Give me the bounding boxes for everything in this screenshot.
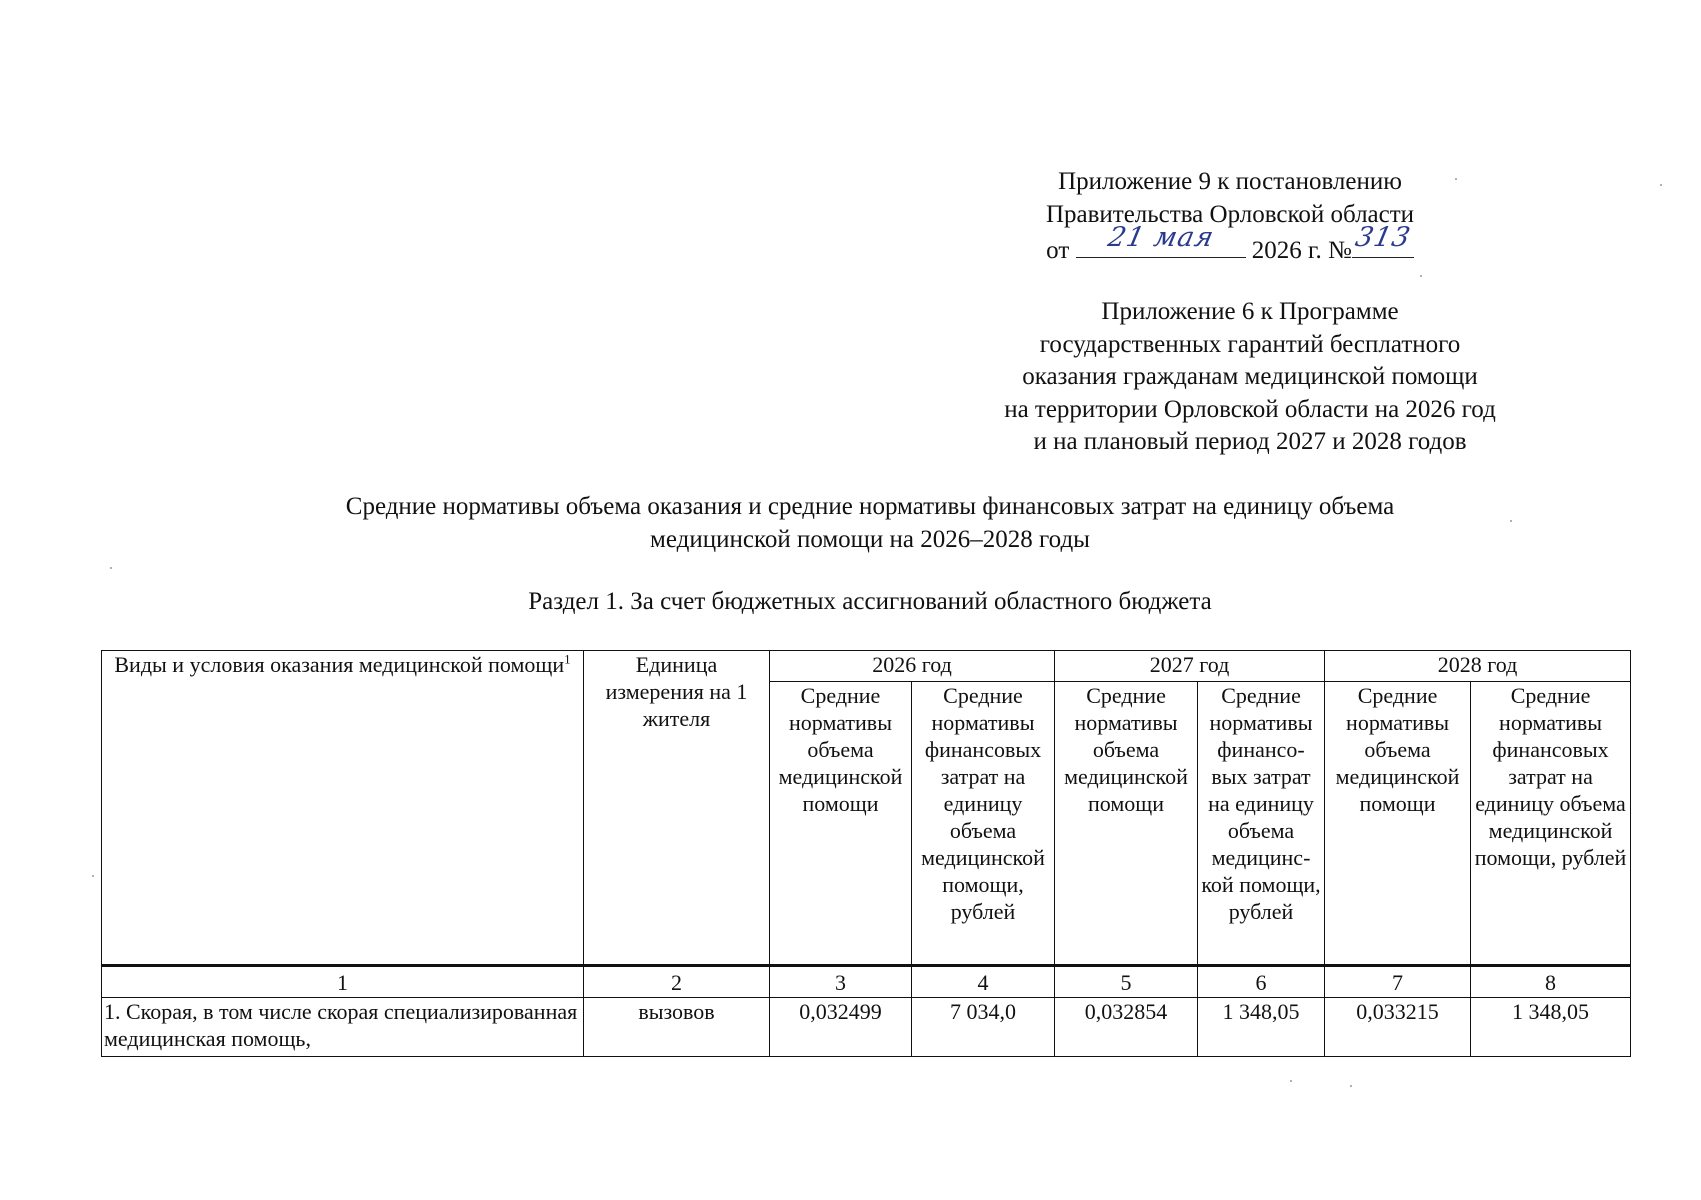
scan-speck	[110, 567, 112, 569]
scan-speck	[1420, 275, 1422, 277]
cost-2027-cell: 1 348,05	[1198, 998, 1325, 1057]
document-title-line-2: медицинской помощи на 2026–2028 годы	[650, 525, 1090, 553]
scan-speck	[1660, 184, 1662, 186]
header-year-2026: 2026 год	[770, 651, 1055, 682]
section-heading-text: Раздел 1. За счет бюджетных ассигнований областного бюджета	[528, 588, 1212, 615]
handwritten-date: 21 мая	[1104, 221, 1217, 253]
scan-speck	[1290, 1080, 1292, 1082]
date-prefix: от	[1046, 237, 1070, 264]
scan-speck	[92, 875, 94, 877]
header-care-types	[102, 651, 584, 966]
volume-2027-cell: 0,032854	[1055, 998, 1198, 1057]
norms-table	[101, 650, 1631, 1057]
subheader-2027-volume: Средние нормативы объема медицинской помощи	[1055, 682, 1198, 966]
appendix-6-line-2: государственных гарантий бесплатного	[1039, 330, 1461, 358]
footnote-marker: 1	[564, 651, 571, 667]
table-header-row-1	[102, 651, 1631, 682]
header-care-types-text: Виды и условия оказания медицинской помощи	[114, 652, 565, 677]
volume-2026-cell: 0,032499	[770, 998, 912, 1057]
appendix-6-line-3: оказания гражданам медицинской помощи	[1022, 363, 1478, 390]
appendix-9-block	[1000, 166, 1460, 268]
column-number-row	[102, 966, 1631, 998]
column-number: 7	[1325, 966, 1471, 998]
header-year-2028: 2028 год	[1325, 651, 1631, 682]
subheader-2027-cost: Средние нормативы финансо- вых затрат на единицу объема медицинс- кой помощи, рублей	[1198, 682, 1325, 966]
column-number: 8	[1471, 966, 1631, 998]
cost-2026-cell: 7 034,0	[912, 998, 1055, 1057]
column-number: 2	[584, 966, 770, 998]
handwritten-number: 313	[1352, 221, 1414, 253]
cost-2028-cell: 1 348,05	[1471, 998, 1631, 1057]
section-heading	[250, 586, 1490, 619]
appendix-6-line-4: на территории Орловской области на 2026 год	[1004, 395, 1496, 423]
column-number: 6	[1198, 966, 1325, 998]
unit-cell: вызовов	[584, 998, 770, 1057]
column-number: 4	[912, 966, 1055, 998]
appendix-9-line-1: Приложение 9 к постановлению	[1058, 168, 1402, 195]
header-unit: Единица измерения на 1 жителя	[584, 651, 770, 966]
volume-2028-cell: 0,033215	[1325, 998, 1471, 1057]
care-type-cell: 1. Скорая, в том числе скорая специализированная медицинская помощь,	[102, 998, 584, 1057]
document-title-line-1: Средние нормативы объема оказания и средние нормативы финансовых затрат на единицу объема	[345, 493, 1395, 520]
scan-speck	[1510, 520, 1512, 522]
table-row	[102, 998, 1631, 1057]
column-number: 1	[102, 966, 584, 998]
year-and-number-label: 2026 г. №	[1251, 237, 1352, 264]
column-number: 5	[1055, 966, 1198, 998]
subheader-2028-volume: Средние нормативы объема медицинской помощи	[1325, 682, 1471, 966]
number-field	[1352, 221, 1414, 258]
appendix-6-block	[950, 296, 1550, 459]
scan-speck	[1455, 178, 1457, 180]
appendix-6-line-5: и на плановый период 2027 и 2028 годов	[1033, 428, 1467, 455]
header-year-2027: 2027 год	[1055, 651, 1325, 682]
document-title	[150, 491, 1590, 556]
subheader-2026-volume: Средние нормативы объема медицинской помощи	[770, 682, 912, 966]
scan-speck	[1350, 1085, 1352, 1087]
subheader-2026-cost: Средние нормативы финансовых затрат на единицу объема медицинской помощи, рублей	[912, 682, 1055, 966]
appendix-9-date-line	[1000, 221, 1460, 268]
appendix-9-line-2: Правительства Орловской области	[1045, 200, 1415, 228]
subheader-2028-cost: Средние нормативы финансовых затрат на единицу объема медицинской помощи, рублей	[1471, 682, 1631, 966]
date-field	[1076, 221, 1246, 258]
appendix-6-line-1: Приложение 6 к Программе	[1101, 298, 1399, 325]
column-number: 3	[770, 966, 912, 998]
